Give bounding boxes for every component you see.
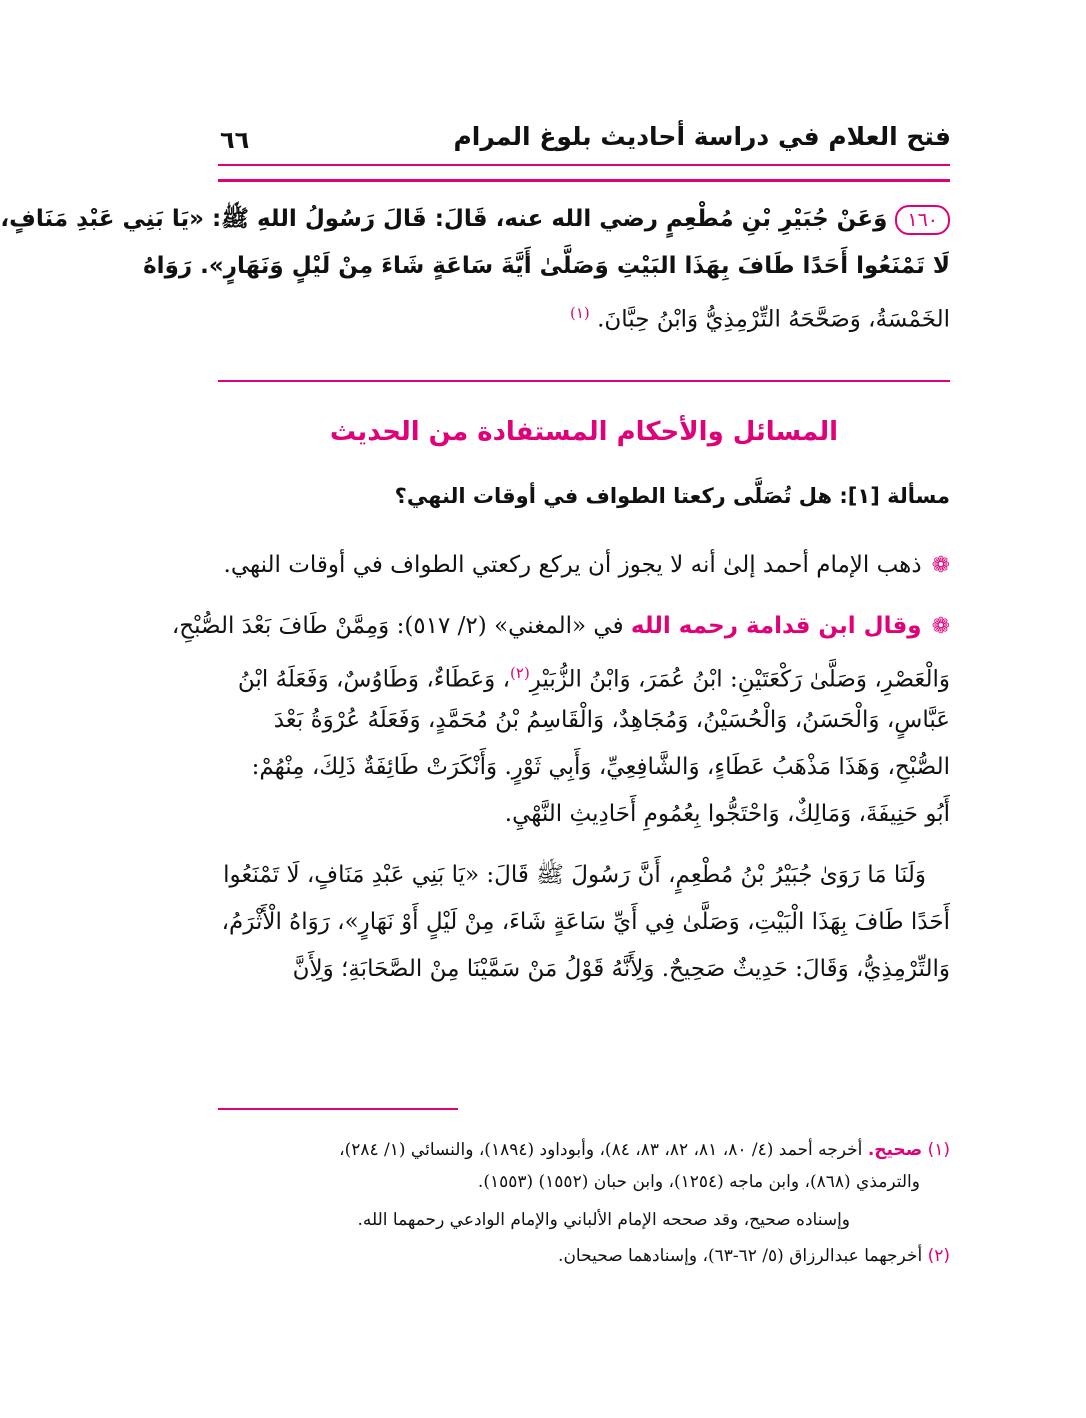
point-2-text-1: في «المغني» (٢/ ٥١٧): وَمِمَّنْ طَافَ بَعْدَ الصُّبْحِ، bbox=[171, 613, 624, 639]
footnote-1-number: (١) bbox=[927, 1140, 950, 1160]
footnote-1-text: أخرجه أحمد (٤/ ٨٠، ٨١، ٨٢، ٨٣، ٨٤)، وأبوداود (١٨٩٤)، والنسائي (١/ ٢٨٤)، bbox=[339, 1140, 863, 1160]
para-line-3: وَالتِّرْمِذِيُّ، وَقَالَ: حَدِيثٌ صَحِيحٌ. وَلِأَنَّهُ قَوْلُ مَنْ سَمَّيْنَا مِنْ الصَّحَابَةِ؛ وَلِأَنَّ bbox=[292, 956, 950, 982]
point-2-line-4: الصُّبْحِ، وَهَذَا مَذْهَبُ عَطَاءٍ، وَالشَّافِعِيِّ، وَأَبِي ثَوْرٍ. وَأَنْكَرَتْ طَائِفَةٌ ذَلِكَ، مِنْهُمْ: bbox=[251, 754, 950, 780]
hadith-line-1 bbox=[0, 196, 950, 243]
masala-body bbox=[171, 542, 950, 993]
flower-bullet-icon: ❁ bbox=[931, 614, 950, 639]
hadith-line-3 bbox=[218, 290, 950, 337]
hadith-block bbox=[0, 196, 950, 337]
flower-bullet-icon: ❁ bbox=[931, 553, 950, 578]
hadith-line-2: لَا تَمْنَعُوا أَحَدًا طَافَ بِهَذَا البَيْتِ وَصَلَّىٰ أَيَّةَ سَاعَةٍ شَاءَ مِنْ لَيْلٍ وَنَهَارٍ». رَوَاهُ bbox=[143, 253, 950, 279]
footnote-1 bbox=[218, 1134, 950, 1166]
hadith-text-1: وَعَنْ جُبَيْرِ بْنِ مُطْعِمٍ رضي الله عنه، قَالَ: قَالَ رَسُولُ اللهِ ﷺ: «يَا بَنِي عَبْدِ مَنَافٍ، bbox=[0, 206, 888, 232]
point-2-line-5: أَبُو حَنِيفَةَ، وَمَالِكٌ، وَاحْتَجُّوا بِعُمُومِ أَحَادِيثِ النَّهْيِ. bbox=[504, 801, 950, 827]
point-1 bbox=[218, 542, 950, 589]
footnote-1-text-2: والترمذي (٨٦٨)، وابن ماجه (١٢٥٤)، وابن حبان (١٥٥٢) (١٥٥٣). bbox=[477, 1172, 920, 1192]
point-2-lead: وقال ابن قدامة رحمه الله bbox=[630, 613, 922, 639]
running-header-title: فتح العلام في دراسة أحاديث بلوغ المرام bbox=[453, 122, 951, 151]
footnote-1-text-3: وإسناده صحيح، وقد صححه الإمام الألباني والإمام الوادعي رحمهما الله. bbox=[357, 1210, 850, 1230]
footnote-1-line-3 bbox=[218, 1204, 950, 1236]
footnote-ref-2[interactable]: (٢) bbox=[510, 664, 530, 682]
masala-title: مسألة [١]: هل تُصَلَّى ركعتا الطواف في أوقات النهي؟ bbox=[394, 484, 950, 508]
footnote-1-line-2 bbox=[218, 1166, 950, 1198]
footnote-ref-1[interactable]: (١) bbox=[569, 304, 590, 322]
footnote-rule bbox=[218, 1108, 458, 1110]
para-line-2: أَحَدًا طَافَ بِهَذَا الْبَيْتِ، وَصَلَّىٰ فِي أَيِّ سَاعَةٍ شَاءَ، مِنْ لَيْلٍ أَوْ نَهَارٍ»، رَوَاهُ الْأَثْرَمُ، bbox=[221, 909, 950, 935]
header-rule-top bbox=[218, 164, 950, 166]
hadith-text-3: الخَمْسَةُ، وَصَحَّحَهُ التِّرْمِذِيُّ وَابْنُ حِبَّانَ. bbox=[597, 306, 950, 333]
footnote-2 bbox=[218, 1240, 950, 1272]
footnote-1-grade: صحيح. bbox=[867, 1140, 923, 1160]
hadith-rule bbox=[218, 380, 950, 382]
footnote-2-number: (٢) bbox=[927, 1246, 950, 1266]
point-2-line-1 bbox=[171, 603, 950, 650]
footnote-2-text: أخرجهما عبدالرزاق (٥/ ٦٢-٦٣)، وإسنادهما صحيحان. bbox=[558, 1246, 923, 1266]
page-number: ٦٦ bbox=[220, 126, 250, 154]
point-2-text-2b: ، وَعَطَاءٌ، وَطَاوُسٌ، وَفَعَلَهُ ابْنُ bbox=[237, 666, 511, 693]
section-title: المسائل والأحكام المستفادة من الحديث bbox=[329, 417, 839, 447]
header-rule-bottom bbox=[218, 179, 950, 182]
hadith-number-badge: ١٦٠ bbox=[895, 205, 950, 235]
point-2-text-2a: وَالْعَصْرِ، وَصَلَّىٰ رَكْعَتَيْنِ: ابْنُ عُمَرَ، وَابْنُ الزُّبَيْرِ bbox=[529, 666, 950, 693]
point-2-line-3: عَبَّاسٍ، وَالْحَسَنُ، وَالْحُسَيْنُ، وَمُجَاهِدٌ، وَالْقَاسِمُ بْنُ مُحَمَّدٍ، وَفَعَلَهُ عُرْوَةُ بَعْدَ bbox=[273, 707, 950, 733]
point-2-line-2 bbox=[218, 650, 950, 697]
para-line-1: وَلَنَا مَا رَوَىٰ جُبَيْرُ بْنُ مُطْعِمٍ، أَنَّ رَسُولَ ﷺ قَالَ: «يَا بَنِي عَبْدِ مَنَافٍ، لَا تَمْنَعُوا bbox=[223, 862, 926, 888]
point-1-text: ذهب الإمام أحمد إلىٰ أنه لا يجوز أن يركع ركعتي الطواف في أوقات النهي. bbox=[223, 552, 922, 578]
